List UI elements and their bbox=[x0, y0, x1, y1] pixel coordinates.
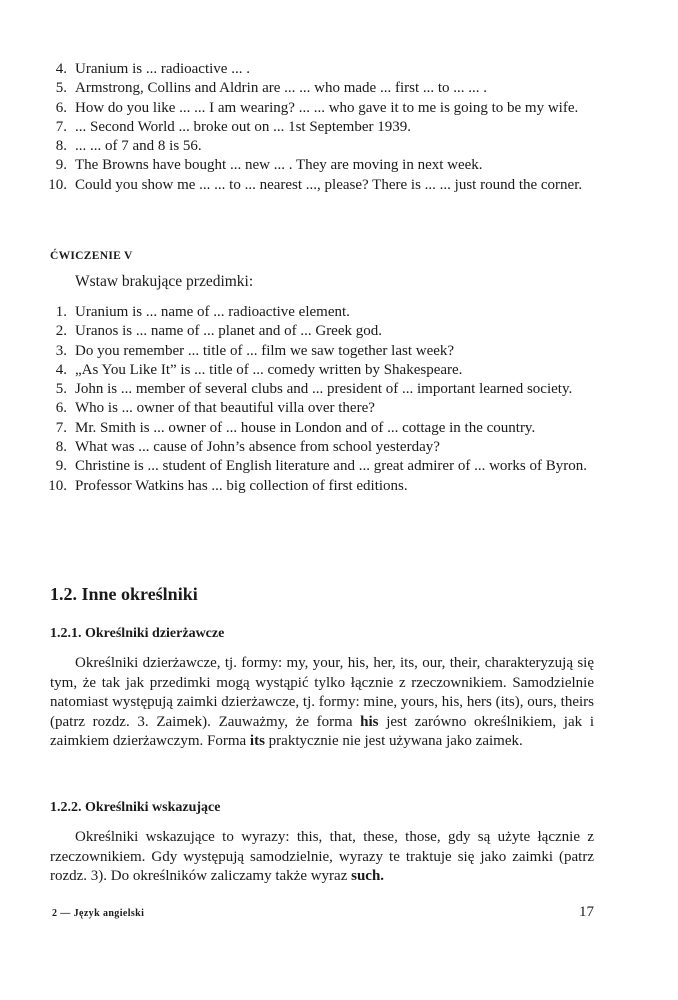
exercise-v-list bbox=[48, 303, 598, 496]
list-item bbox=[48, 60, 598, 79]
item-number: 8. bbox=[55, 138, 67, 155]
list-item bbox=[48, 380, 598, 399]
paragraph-possessive-determiners bbox=[50, 654, 594, 752]
item-text: ... Second World ... broke out on ... 1st September 1939. bbox=[75, 118, 411, 135]
item-text: Uranium is ... name of ... radioactive element. bbox=[75, 304, 350, 320]
exercise-v-heading: ĆWICZENIE V bbox=[50, 250, 133, 262]
paragraph-demonstrative-determiners bbox=[50, 828, 594, 887]
item-number: 9. bbox=[55, 157, 67, 174]
item-number: 6. bbox=[55, 99, 67, 116]
paragraph-text: Określniki wskazujące to wyrazy: this, that, these, those, gdy są użyte łącznie z rzeczownikiem. Gdy występują samodzielnie, wyrazy te traktuje się jako zaimki (patrz rozdz. 3). Do określników zaliczamy także wyraz bbox=[50, 829, 594, 885]
item-number: 4. bbox=[55, 361, 67, 378]
item-text: Do you remember ... title of ... film we saw together last week? bbox=[75, 342, 455, 359]
list-item bbox=[48, 99, 598, 118]
item-text: Uranium is ... radioactive ... . bbox=[75, 61, 250, 77]
item-number: 5. bbox=[55, 80, 67, 97]
item-text: Armstrong, Collins and Aldrin are ... ... who made ... first ... to ... ... . bbox=[75, 80, 488, 97]
item-number: 8. bbox=[55, 439, 67, 456]
item-text: Mr. Smith is ... owner of ... house in London and of ... cottage in the country. bbox=[75, 419, 536, 436]
item-number: 4. bbox=[55, 61, 67, 77]
item-number: 6. bbox=[55, 400, 67, 417]
item-text: How do you like ... ... I am wearing? ... ... who gave it to me is going to be my wife. bbox=[75, 99, 579, 116]
item-number: 2. bbox=[55, 323, 67, 340]
item-number: 1. bbox=[55, 304, 67, 320]
footer-sheet-label: 2 — Język angielski bbox=[52, 908, 145, 919]
item-text: Professor Watkins has ... big collection of first editions. bbox=[75, 477, 408, 494]
list-item bbox=[48, 419, 598, 438]
paragraph-text: Określniki dzierżawcze, tj. formy: my, your, his, her, its, our, their, charakteryzują się tym, że tak jak przedimki mogą wystąpić tylko łącznie z rzeczownikiem. Samodzielnie natomiast występują zaimki dzierżawcze, tj. formy: mine, yours, his, hers (its), ours, theirs (patrz rozdz. 3. Zaimek). Zauważmy, że forma bbox=[50, 655, 594, 730]
list-item bbox=[48, 477, 598, 496]
item-number: 9. bbox=[55, 458, 67, 475]
item-text: Who is ... owner of that beautiful villa over there? bbox=[75, 400, 375, 417]
item-number: 7. bbox=[55, 118, 67, 135]
list-item bbox=[48, 137, 598, 156]
bold-term: his bbox=[360, 713, 379, 730]
item-text: What was ... cause of John’s absence from school yesterday? bbox=[75, 439, 440, 456]
item-number: 10. bbox=[48, 477, 67, 494]
item-number: 10. bbox=[48, 176, 67, 193]
item-text: Uranos is ... name of ... planet and of ... Greek god. bbox=[75, 323, 383, 340]
item-number: 7. bbox=[55, 419, 67, 436]
list-item bbox=[48, 118, 598, 137]
section-heading-1-2-2: 1.2.2. Określniki wskazujące bbox=[50, 800, 221, 815]
list-item bbox=[48, 156, 598, 175]
list-item bbox=[48, 342, 598, 361]
list-item bbox=[48, 322, 598, 341]
paragraph-text: praktycznie nie jest używana jako zaimek. bbox=[264, 733, 523, 750]
item-text: „As You Like It” is ... title of ... comedy written by Shakespeare. bbox=[75, 361, 463, 378]
exercise-v-instruction: Wstaw brakujące przedimki: bbox=[75, 273, 254, 290]
page-number: 17 bbox=[579, 904, 594, 920]
list-item bbox=[48, 457, 598, 476]
section-heading-1-2-1: 1.2.1. Określniki dzierżawcze bbox=[50, 626, 225, 641]
item-text: Could you show me ... ... to ... nearest ..., please? There is ... ... just round the corner. bbox=[75, 176, 583, 193]
item-number: 5. bbox=[55, 381, 67, 398]
item-number: 3. bbox=[55, 342, 67, 359]
bold-term: such. bbox=[351, 868, 385, 885]
list-item bbox=[48, 176, 598, 195]
list-item bbox=[48, 303, 598, 322]
list-item bbox=[48, 399, 598, 418]
paragraph-text: jest zarówno określnikiem, jak i zaimkiem dzierżawczym. Forma bbox=[50, 713, 594, 750]
item-text: Christine is ... student of English literature and ... great admirer of ... works of Byron. bbox=[75, 458, 587, 475]
list-item bbox=[48, 79, 598, 98]
bold-term: its bbox=[249, 733, 265, 750]
exercise-iv-list bbox=[48, 60, 598, 195]
item-text: The Browns have bought ... new ... . They are moving in next week. bbox=[75, 157, 483, 174]
list-item bbox=[48, 438, 598, 457]
item-text: ... ... of 7 and 8 is 56. bbox=[75, 138, 202, 155]
section-heading-1-2: 1.2. Inne określniki bbox=[50, 584, 198, 604]
list-item bbox=[48, 361, 598, 380]
item-text: John is ... member of several clubs and ... president of ... important learned society. bbox=[75, 381, 573, 398]
